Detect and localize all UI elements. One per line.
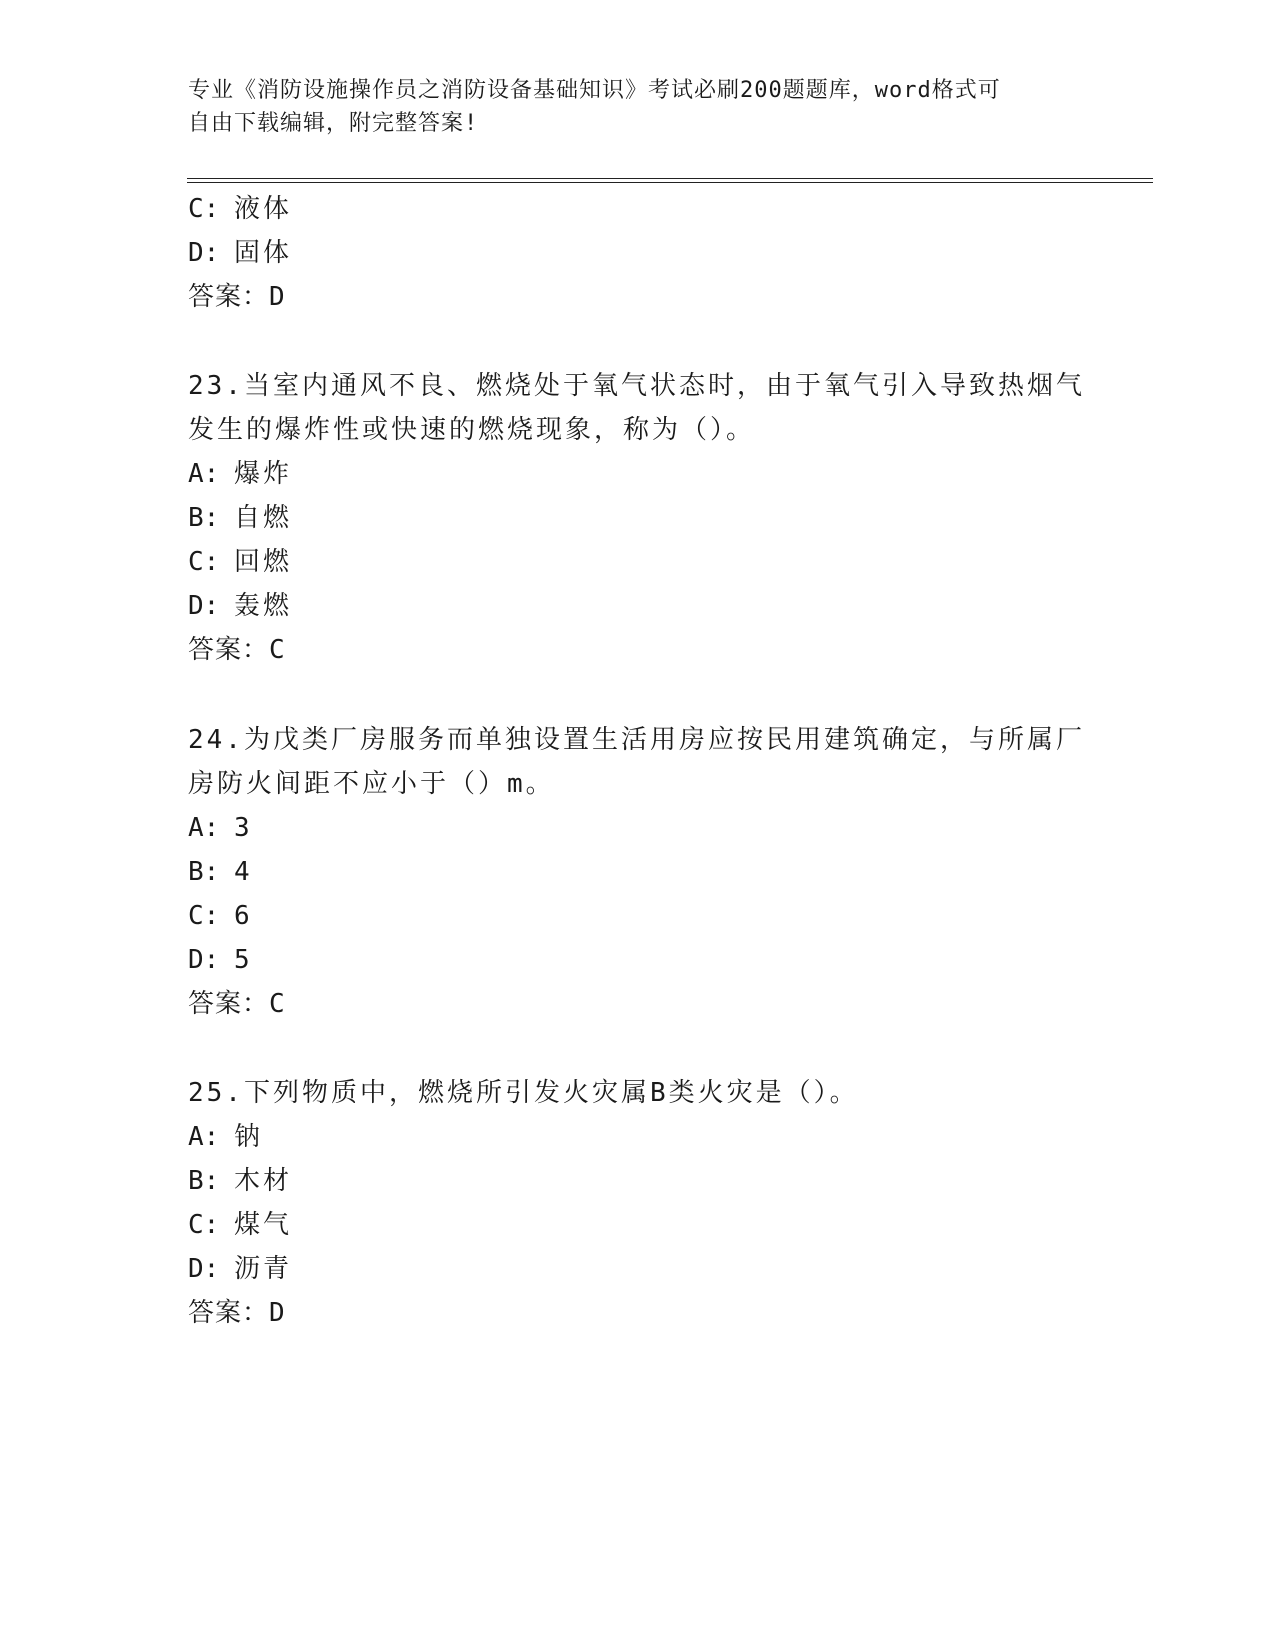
q23-option-d: [188, 589, 292, 623]
option-letter: D:: [188, 945, 220, 975]
q24-answer: 答案：C: [188, 989, 286, 1019]
option-letter: C:: [188, 901, 220, 931]
q24-option-b: [188, 855, 253, 889]
option-letter: D:: [188, 1254, 220, 1284]
option-text: 液体: [234, 194, 293, 224]
option-letter: A:: [188, 1122, 220, 1152]
q24-option-c: [188, 899, 253, 933]
option-letter: B:: [188, 1166, 220, 1196]
header-double-rule: [187, 178, 1153, 183]
q25-option-b: [188, 1164, 292, 1198]
option-letter: D:: [188, 591, 220, 621]
q24-stem-line-2: 房防火间距不应小于（）m。: [188, 769, 555, 799]
option-text: 5: [234, 945, 253, 975]
q23-option-a: [188, 457, 292, 491]
option-letter: B:: [188, 857, 220, 887]
q22-answer: 答案：D: [188, 282, 286, 312]
q25-option-d: [188, 1252, 292, 1286]
option-text: 钠: [234, 1122, 264, 1152]
option-letter: A:: [188, 813, 220, 843]
option-letter: B:: [188, 503, 220, 533]
option-text: 回燃: [234, 547, 293, 577]
header-title-line-2: 自由下载编辑，附完整答案!: [188, 111, 479, 136]
q23-option-c: [188, 545, 292, 579]
q23-stem-line-1: 23.当室内通风不良、燃烧处于氧气状态时，由于氧气引入导致热烟气: [188, 371, 1085, 401]
header-title-line-1: 专业《消防设施操作员之消防设备基础知识》考试必刷200题题库，word格式可: [188, 78, 1001, 103]
q25-stem-line-1: 25.下列物质中，燃烧所引发火灾属B类火灾是（）。: [188, 1078, 859, 1108]
q25-option-a: [188, 1120, 263, 1154]
page-header: [188, 74, 1088, 140]
q22-option-c: [188, 192, 292, 226]
option-letter: A:: [188, 459, 220, 489]
option-text: 爆炸: [234, 459, 293, 489]
option-text: 6: [234, 901, 253, 931]
option-text: 固体: [234, 238, 293, 268]
q25-answer: 答案：D: [188, 1298, 286, 1328]
q25-option-c: [188, 1208, 292, 1242]
option-text: 木材: [234, 1166, 293, 1196]
option-letter: C:: [188, 547, 220, 577]
option-letter: D:: [188, 238, 220, 268]
q23-answer: 答案：C: [188, 635, 286, 665]
option-text: 4: [234, 857, 253, 887]
q23-stem-line-2: 发生的爆炸性或快速的燃烧现象，称为（）。: [188, 415, 756, 445]
option-letter: C:: [188, 194, 220, 224]
option-text: 煤气: [234, 1210, 293, 1240]
option-text: 沥青: [234, 1254, 293, 1284]
q22-option-d: [188, 236, 292, 270]
option-letter: C:: [188, 1210, 220, 1240]
q24-option-d: [188, 943, 253, 977]
option-text: 自燃: [234, 503, 293, 533]
q24-stem-line-1: 24.为戊类厂房服务而单独设置生活用房应按民用建筑确定，与所属厂: [188, 725, 1085, 755]
option-text: 3: [234, 813, 253, 843]
option-text: 轰燃: [234, 591, 293, 621]
q23-option-b: [188, 501, 292, 535]
q24-option-a: [188, 811, 253, 845]
